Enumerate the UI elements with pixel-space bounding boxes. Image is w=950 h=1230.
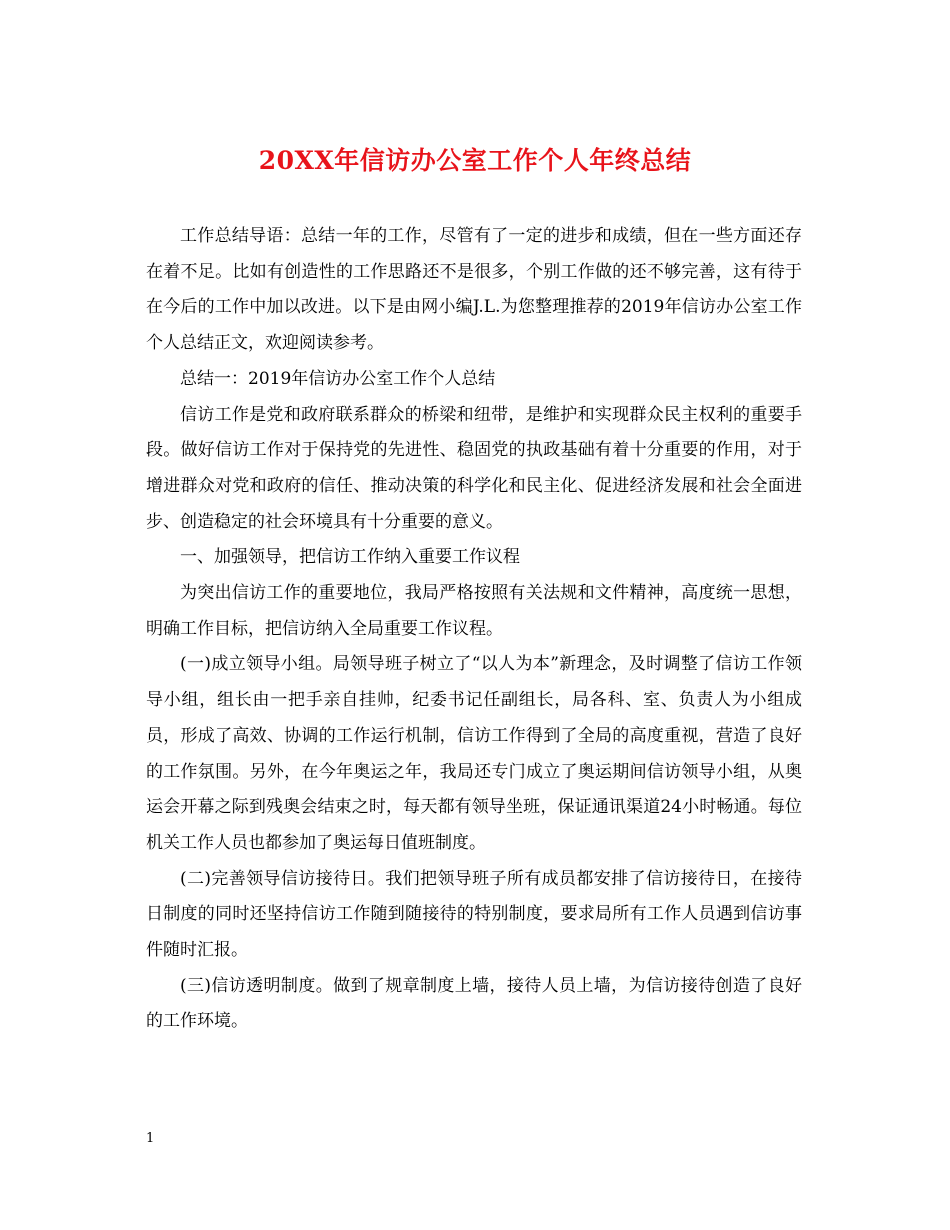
section-heading-summary-one: 总结一：2019年信访办公室工作个人总结 [180,368,496,389]
document-body [146,219,802,1040]
paragraph-leading-group: (一)成立领导小组。局领导班子树立了“以人为本”新理念，及时调整了信访工作领导小组，组长由一把手亲自挂帅，纪委书记任副组长，局各科、室、负责人为小组成员，形成了高效、协调的工作运行机制，信访工作得到了全局的高度重视，营造了良好的工作氛围。另外，在今年奥运之年，我局还专门成立了奥运期间信访领导小组，从奥运会开幕之际到残奥会结束之时，每天都有领导坐班，保证通讯渠道24小时畅通。每位机关工作人员也都参加了奥运每日值班制度。 [146,654,802,853]
section-heading-leadership: 一、加强领导，把信访工作纳入重要工作议程 [180,547,520,568]
paragraph-intro: 工作总结导语：总结一年的工作，尽管有了一定的进步和成绩，但在一些方面还存在着不足。比如有创造性的工作思路还不是很多，个别工作做的还不够完善，这有待于在今后的工作中加以改进。以下是由网小编J.L.为您整理推荐的2019年信访办公室工作个人总结正文，欢迎阅读参考。 [146,226,802,354]
document-title: 20XX年信访办公室工作个人年终总结 [258,146,692,175]
paragraph-transparency: (三)信访透明制度。做到了规章制度上墙，接待人员上墙，为信访接待创造了良好的工作环境。 [146,975,802,1032]
paragraph-reception-day: (二)完善领导信访接待日。我们把领导班子所有成员都安排了信访接待日，在接待日制度的同时还坚持信访工作随到随接待的特别制度，要求局所有工作人员遇到信访事件随时汇报。 [146,868,802,961]
paragraph-priority: 为突出信访工作的重要地位，我局严格按照有关法规和文件精神，高度统一思想，明确工作目标，把信访纳入全局重要工作议程。 [146,583,802,639]
page-number: 1 [146,1131,155,1146]
paragraph-importance: 信访工作是党和政府联系群众的桥梁和纽带，是维护和实现群众民主权利的重要手段。做好信访工作对于保持党的先进性、稳固党的执政基础有着十分重要的作用，对于增进群众对党和政府的信任、推动决策的科学化和民主化、促进经济发展和社会全面进步、创造稳定的社会环境具有十分重要的意义。 [146,404,802,532]
